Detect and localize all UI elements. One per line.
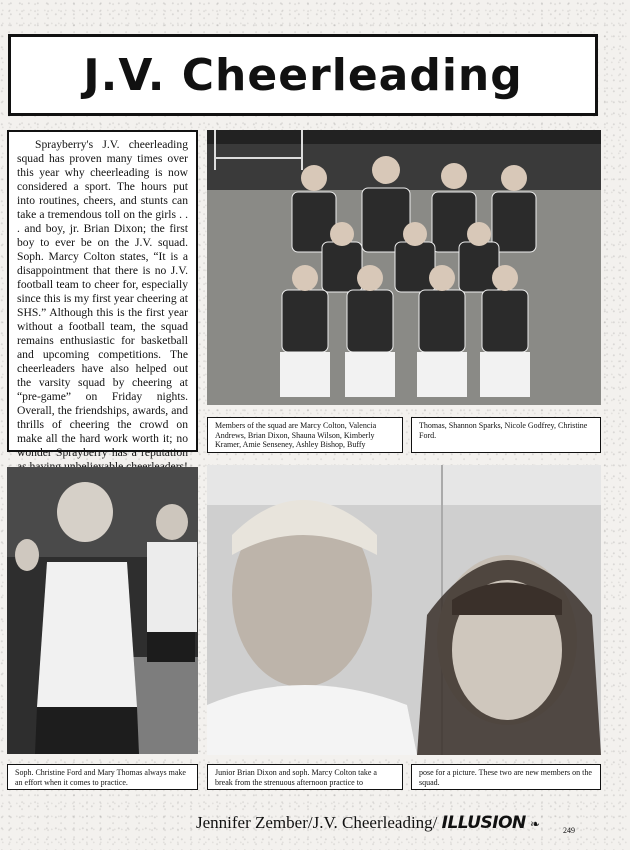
portrait-caption-left: Junior Brian Dixon and soph. Marcy Colton take a break from the strenuous afternoon practice to xyxy=(207,764,403,790)
practice-photo-image xyxy=(7,467,198,754)
group-photo xyxy=(207,130,601,405)
portrait-caption-right: pose for a picture. These two are new members on the squad. xyxy=(411,764,601,790)
flourish-icon: ❧ xyxy=(530,817,541,831)
portrait-photo xyxy=(207,465,601,755)
page-title: J.V. Cheerleading xyxy=(83,49,523,101)
footer-brand: ILLUSION xyxy=(441,813,526,833)
footer-credit-text: Jennifer Zember/J.V. Cheerleading/ xyxy=(196,813,438,832)
page-number: 249 xyxy=(563,826,575,835)
group-caption-right: Thomas, Shannon Sparks, Nicole Godfrey, Christine Ford. xyxy=(411,417,601,453)
page-title-box xyxy=(8,34,598,116)
portrait-photo-image xyxy=(207,465,601,755)
practice-caption: Soph. Christine Ford and Mary Thomas always make an effort when it comes to practice. xyxy=(7,764,198,790)
group-caption-left: Members of the squad are Marcy Colton, Valencia Andrews, Brian Dixon, Shauna Wilson, Kimberly Kramer, Amie Senseney, Ashley Bishop, Buffy xyxy=(207,417,403,453)
footer-credit xyxy=(196,813,540,833)
story-text: Sprayberry's J.V. cheerleading squad has proven many times over this year why cheerleading is now considered a sport. The hours put into routines, cheers, and stunts can take a tremendous toll on the girls . . . and boy, jr. Brian Dixon; the first boy to ever be on the J.V. squad. Soph. Marcy Colton states, “It is a disappointment that there is no J.V. football team to cheer for, especially since this is my first year cheering at SHS.” Although this is the first year without a football team, the squad remains enthusiastic for basketball and upcoming competitions. The cheerleaders have also helped out the varsity squad by cheering at “pre-game” on Friday nights. Overall, the friendships, awards, and thrills of cheering the crowd on make all the hard work worth it; no wonder Sprayberry has a reputation xyxy=(7,130,198,452)
practice-photo xyxy=(7,467,198,754)
group-photo-image xyxy=(207,130,601,405)
